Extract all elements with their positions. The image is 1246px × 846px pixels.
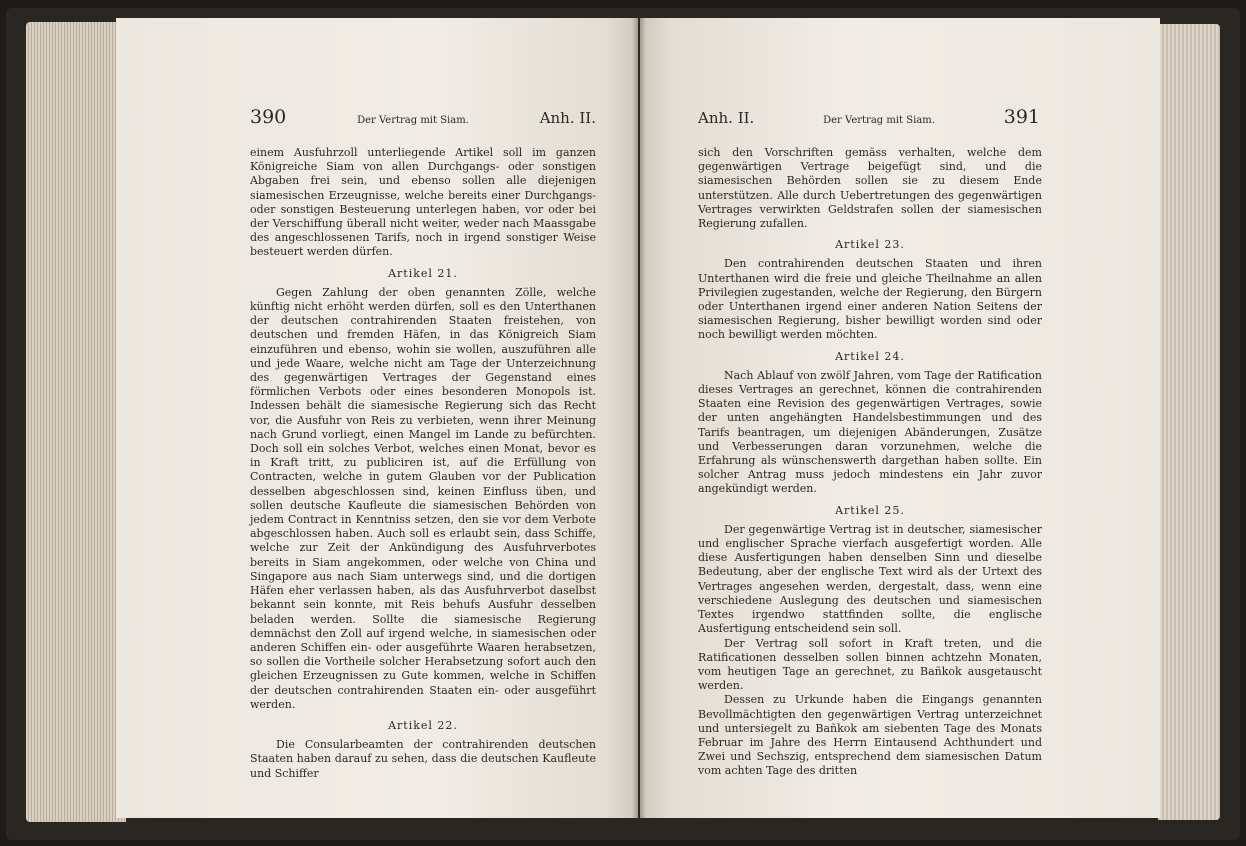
text-paragraph: Den contrahirenden deutschen Staaten und ihren Unterthanen wird die freie und gleiche Theilnahme an allen Privilegien zugestanden, welche der Regierung, den Bürgern oder Unterthanen irgend einer anderen Nation Seitens der siamesischen Regierung, bisher bewilligt worden sind oder noch bewilligt werden möchten.: [698, 257, 1042, 342]
text-paragraph: Die Consularbeamten der contrahirenden deutschen Staaten haben darauf zu sehen, dass die deutschen Kaufleute und Schiffer: [250, 738, 596, 780]
right-appendix-label: Anh. II.: [698, 109, 755, 127]
left-page: [116, 18, 638, 818]
article-heading: Artikel 25.: [835, 503, 905, 517]
page-edges-left: [26, 22, 126, 822]
left-page-number: 390: [250, 106, 287, 128]
article-heading: Artikel 23.: [835, 238, 905, 252]
left-page-text: [250, 146, 596, 781]
text-paragraph: Der gegenwärtige Vertrag ist in deutscher, siamesischer und englischer Sprache vierfach ausgefertigt worden. Alle diese Ausfertigungen haben denselben Sinn und dieselbe Bedeutung, aber der englische Text wird als der Urtext des Vertrages angesehen werden, dergestalt, dass, wenn eine verschiedene Auslegung des deutschen und siamesischen Textes irgendwo stattfinden sollte, die englische Ausfertigung entscheidend sein soll.: [698, 522, 1042, 636]
text-paragraph: einem Ausfuhrzoll unterliegende Artikel soll im ganzen Königreiche Siam von allen Durchgangs- oder sonstigen Abgaben frei sein, und ebenso sollen alle diejenigen siamesischen Erzeugnisse, welche bereits einer Durchgangs- oder sonstigen Besteuerung unterlegen haben, vor oder bei der Verschiffung überall nicht weiter, weder nach Maassgabe des angeschlossenen Tarifs, noch in irgend sonstiger Weise besteuert werden dürfen.: [250, 146, 596, 259]
book-gutter: [632, 18, 646, 818]
article-heading: Artikel 21.: [388, 266, 458, 280]
left-page-header: [250, 106, 596, 132]
left-running-title: Der Vertrag mit Siam.: [357, 115, 469, 126]
right-page-number: 391: [1003, 106, 1040, 128]
text-paragraph: sich den Vorschriften gemäss verhalten, welche dem gegenwärtigen Vertrage beigefügt sind, und die siamesischen Behörden sollen sie zu diesem Ende unterstützen. Alle durch Uebertretungen des gegenwärtigen Vertrages verwirkten Geldstrafen sollen der siamesischen Regierung zufallen.: [698, 146, 1042, 231]
article-heading: Artikel 22.: [388, 718, 458, 732]
right-running-title: Der Vertrag mit Siam.: [823, 115, 935, 126]
text-paragraph: Dessen zu Urkunde haben die Eingangs genannten Bevollmächtigten den gegenwärtigen Vertrag unterzeichnet und untersiegelt zu Bañkok am siebenten Tage des Monats Februar im Jahre des Herrn Eintausend Achthundert und Zwei und Sechszig, entsprechend dem siamesischen Datum vom achten Tage des dritten: [698, 693, 1042, 778]
article-heading: Artikel 24.: [835, 349, 905, 363]
text-paragraph: Nach Ablauf von zwölf Jahren, vom Tage der Ratification dieses Vertrages an gerechnet, können die contrahirenden Staaten eine Revision des gegenwärtigen Vertrages, sowie der unten angehängten Handelsbestimmungen und des Tarifs beantragen, um diejenigen Abänderungen, Zusätze und Verbesserungen daran vorzunehmen, welche die Erfahrung als wünschenswerth dargethan haben sollte. Ein solcher Antrag muss jedoch mindestens ein Jahr zuvor angekündigt werden.: [698, 368, 1042, 496]
right-page-text: [698, 146, 1042, 779]
right-page: [640, 18, 1160, 818]
page-edges-right: [1158, 24, 1220, 820]
text-paragraph: Gegen Zahlung der oben genannten Zölle, welche künftig nicht erhöht werden dürfen, soll es den Unterthanen der deutschen contrahirenden Staaten freistehen, von deutschen und fremden Häfen, in das Königreich Siam einzuführen und ebenso, wohin sie wollen, auszuführen alle und jede Waare, welche nicht am Tage der Unterzeichnung des gegenwärtigen Vertrages der Gegenstand eines förmlichen Verbots oder eines besonderen Monopols ist. Indessen behält die siamesische Regierung sich das Recht vor, die Ausfuhr von Reis zu verbieten, wenn ihrer Meinung nach Grund vorliegt, einen Mangel im Lande zu befürchten. Doch soll ein solches Verbot, welches einen Monat, bevor es in Kraft tritt, zu publiciren ist, auf die Erfüllung von Contracten, welche in gutem Glauben vor der Publication desselben abgeschlossen sind, keinen Einfluss üben, und sollen deutsche Kaufleute die siamesischen Behörden von jedem Contract in Kenntniss setzen, den sie vor dem Verbote abgeschlossen haben. Auch soll es erlaubt sein, dass Schiffe, welche zur Zeit der Ankündigung des Ausfuhrverbotes bereits in Siam angekommen, oder welche von China und Singapore aus nach Siam unterwegs sind, und die dortigen Häfen eher verlassen haben, als das Ausfuhrverbot daselbst bekannt sein konnte, mit Reis behufs Ausfuhr desselben beladen werden. Sollte die siamesische Regierung demnächst den Zoll auf irgend welche, in siamesischen oder anderen Schiffen ein- oder ausgeführte Waaren herabsetzen, so sollen die Vortheile solcher Herabsetzung sofort auch den gleichen Erzeugnissen zu Gute kommen, welche in Schiffen der deutschen contrahirenden Staaten ein- oder ausgeführt werden.: [250, 285, 596, 711]
right-page-header: [698, 106, 1040, 132]
text-paragraph: Der Vertrag soll sofort in Kraft treten, und die Ratificationen desselben sollen binnen achtzehn Monaten, vom heutigen Tage an gerechnet, zu Bañkok ausgetauscht werden.: [698, 636, 1042, 693]
left-appendix-label: Anh. II.: [539, 109, 596, 127]
